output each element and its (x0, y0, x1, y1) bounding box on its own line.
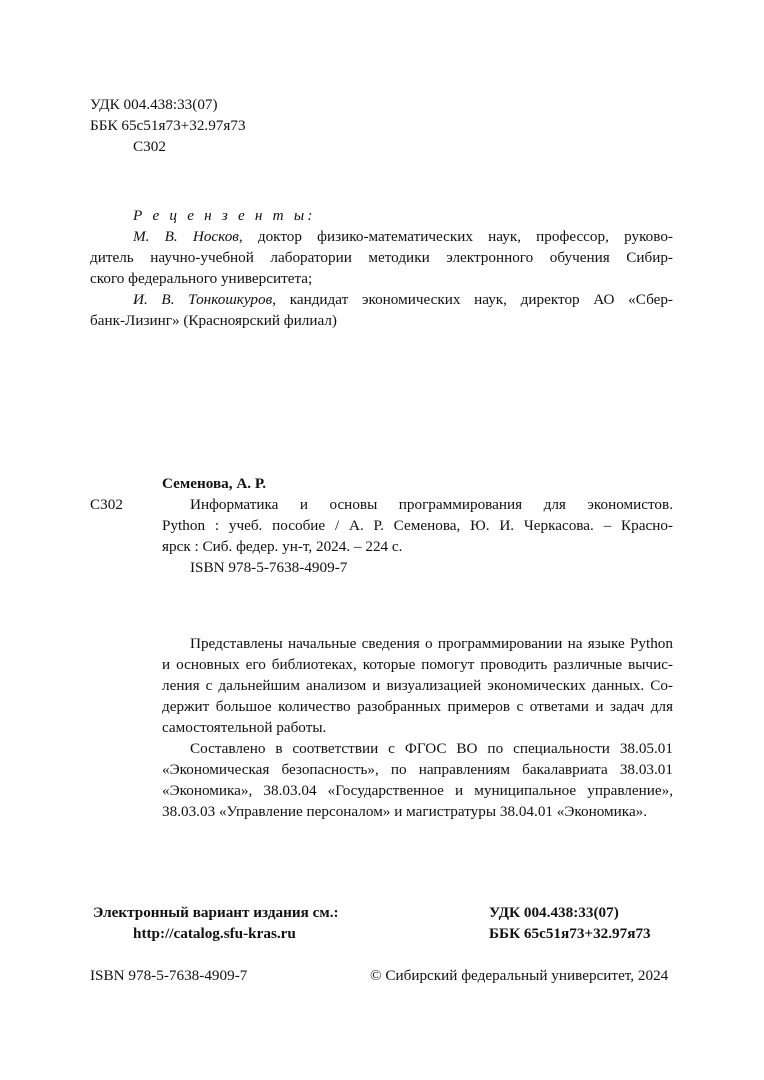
reviewer-1-line-2: дитель научно-учебной лаборатории методики электронного обучения Сибир- (90, 249, 673, 266)
annotation-p2-line-3: «Экономика», 38.03.04 «Государственное и муниципальное управление», (162, 782, 673, 799)
copyright: © Сибирский федеральный университет, 2024 (370, 967, 669, 984)
electronic-version-url[interactable]: http://catalog.sfu-kras.ru (133, 925, 296, 942)
bib-author: Семенова, А. Р. (162, 475, 267, 492)
reviewers-heading: Р е ц е н з е н т ы: (133, 207, 316, 224)
bib-line-2: Python : учеб. пособие / А. Р. Семенова, Ю. И. Черкасова. – Красно- (162, 517, 673, 534)
bib-sign: С302 (90, 496, 123, 513)
annotation-p1-line-2: и основных его библиотеках, которые помогут проводить различные вычис- (162, 656, 673, 673)
annotation-p2-line-1: Составлено в соответствии с ФГОС ВО по специальности 38.05.01 (190, 740, 673, 757)
reviewer-1-line-1 (133, 226, 673, 247)
annotation-p1-line-3: ления с дальнейшим анализом и визуализацией экономических данных. Со- (162, 677, 673, 694)
bib-line-1: Информатика и основы программирования для экономистов. (190, 496, 673, 513)
bbk-code: ББК 65с51я73+32.97я73 (90, 117, 246, 134)
reviewer-2-line-2: банк-Лизинг» (Красноярский филиал) (90, 312, 337, 329)
bib-line-3: ярск : Сиб. федер. ун-т, 2024. – 224 с. (162, 538, 403, 555)
footer-isbn: ISBN 978-5-7638-4909-7 (90, 967, 248, 984)
bib-isbn: ISBN 978-5-7638-4909-7 (190, 559, 348, 576)
annotation-p2-line-2: «Экономическая безопасность», по направлениям бакалавриата 38.03.01 (162, 761, 673, 778)
reviewer-1-desc: , доктор физико-математических наук, профессор, руково- (238, 228, 673, 245)
annotation-p1-line-4: держит большое количество разобранных примеров с ответами и задач для (162, 698, 673, 715)
footer-bbk: ББК 65с51я73+32.97я73 (489, 925, 651, 942)
annotation-p1-line-1: Представлены начальные сведения о программировании на языке Python (190, 635, 673, 652)
author-sign: С302 (133, 138, 166, 155)
reviewer-2-line-1 (133, 289, 673, 310)
reviewer-1-name: М. В. Носков (133, 228, 239, 245)
annotation-p2-line-4: 38.03.03 «Управление персоналом» и магистратуры 38.04.01 «Экономика». (162, 803, 648, 820)
electronic-version-label: Электронный вариант издания см.: (93, 904, 339, 921)
footer-udk: УДК 004.438:33(07) (489, 904, 619, 921)
reviewer-1-line-3: ского федерального университета; (90, 270, 313, 287)
reviewer-2-desc: , кандидат экономических наук, директор АО «Сбер- (272, 291, 673, 308)
udk-code: УДК 004.438:33(07) (90, 96, 218, 113)
annotation-p1-line-5: самостоятельной работы. (162, 719, 327, 736)
reviewer-2-name: И. В. Тонкошкуров (133, 291, 273, 308)
